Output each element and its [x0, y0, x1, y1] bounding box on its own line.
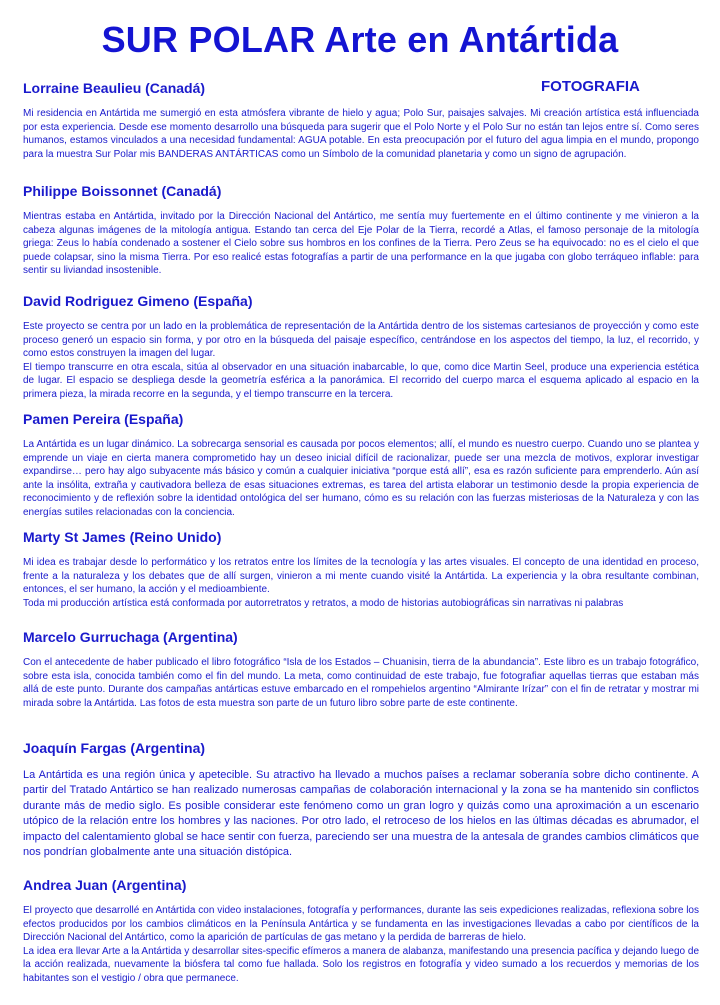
category-label: FOTOGRAFIA	[541, 78, 640, 95]
artist-section-fargas	[23, 739, 699, 860]
artist-statement: Mientras estaba en Antártida, invitado por la Dirección Nacional del Antártico, me sentía muy fuertemente en el último continente y me vinieron a la cabeza algunas imágenes de la mitología antigua. Estando tan cerca del Eje Polar de la Tierra, recordé a Atlas, el famoso personaje de la mitología griega: Zeus lo había condenado a sostener el Cielo sobre sus hombros en los confines de la Tierra. Pero Zeus se ha equivocado: no es el cielo el que puede colapsar, sino la misma Tierra. Por eso realicé estas fotografías a partir de una performance en la que jugaba con globo terráqueo inflable: para sentir su liviandad insostenible.	[23, 211, 699, 277]
artist-name: Andrea Juan (Argentina)	[23, 877, 187, 893]
artist-section-rodriguez-gimeno	[23, 292, 699, 402]
artist-section-st-james	[23, 528, 699, 610]
artist-name: Pamen Pereira (España)	[23, 411, 184, 427]
artist-statement: Mi residencia en Antártida me sumergió en esta atmósfera vibrante de hielo y agua; Polo Sur, paisajes salvajes. Mi creación artística está influenciada por esta experiencia. Desde ese momento desarrollo una búsqueda para sugerir que el Polo Norte y el Polo Sur no están tan lejos entre sí. Como seres humanos, estamos vinculados a una necesidad fundamental: AGUA potable. En esta preocupación por el futuro del agua limpia en el mundo, propongo para la muestra Sur Polar mis BANDERAS ANTÁRTICAS como un Símbolo de la comunidad planetaria y como un signo de agrupación.	[23, 108, 699, 160]
page-title: SUR POLAR Arte en Antártida	[101, 19, 619, 60]
artist-name: Philippe Boissonnet (Canadá)	[23, 183, 222, 199]
artist-section-juan	[23, 876, 699, 986]
artist-statement: Mi idea es trabajar desde lo performático y los retratos entre los límites de la tecnología y las artes visuales. El concepto de una identidad en proceso, frente a la naturaleza y los debates que de allí surgen, vinieron a mi mente cuando visité la Antártida. La experiencia y la obra resultante combinan, entonces, el ser humano, la acción y el medioambiente.	[23, 557, 699, 596]
artist-statement: El proyecto que desarrollé en Antártida con video instalaciones, fotografía y performances, durante las seis expediciones realizadas, reflexiona sobre los efectos producidos por los cambios climáticos en la Península Antártica y se fundamenta en las investigaciones llevadas a cabo por científicos de la Dirección Nacional del Antártico, como la aparición de partículas de gas metano y la perdida de barreras de hielo.	[23, 905, 699, 944]
artist-statement: Toda mi producción artística está conformada por autorretratos y retratos, a modo de historias autobiográficas sin narrativas ni palabras	[23, 597, 624, 609]
artist-name: Marty St James (Reino Unido)	[23, 529, 222, 545]
artist-name: David Rodriguez Gimeno (España)	[23, 293, 253, 309]
artist-statement: Con el antecedente de haber publicado el libro fotográfico “Isla de los Estados – Chuanisin, tierra de la abundancia”. Este libro es un trabajo fotográfico, sobre esta isla, conocida también como el fin del mundo. La meta, como continuidad de este trabajo, fue fotografiar aquellas tierras que estaban más allá de este punto. Durante dos campañas antárticas estuve embarcado en el rompehielos argentino “Almirante Irízar” con el fin de retratar y mostrar mi mirada sobre la Antártida. Las fotos de esta muestra son parte de un futuro libro sobre parte de este continente.	[23, 657, 699, 709]
artist-statement: El tiempo transcurre en otra escala, sitúa al observador en una situación inabarcable, lo que, como dice Martin Seel, produce una experiencia estética de lugar. El espacio se despliega desde la geometría esférica a la panorámica. El recorrido del cuerpo marca el esquema aplicado al espacio en la primera pieza, la mirada recorre en la segunda, y el tiempo transcurre en la tercera.	[23, 361, 699, 400]
artist-statement: La Antártida es un lugar dinámico. La sobrecarga sensorial es causada por pocos elementos; allí, el mundo es nuestro cuerpo. Cuando uno se plantea y emprende un viaje en cierta manera comprometido hay un deseo inicial difícil de racionalizar, puede ser una mezcla de motivos, explorar investigar expandirse… pero hay algo subyacente más básico y común a cualquier iniciativa “porque está allí”, esa es razón suficiente para emprenderlo. Aún así ante la insólita, extraña y cautivadora belleza de esas situaciones extremas, es tarea del artista elaborar un testimonio desde la propia experiencia de reconocimiento y de reflexión sobre la identidad ontológica del ser humano, cómo es su relación con las fuerzas misteriosas de la Naturaleza y con las energías sutiles relacionadas con la conciencia.	[23, 439, 699, 518]
artist-statement: La idea era llevar Arte a la Antártida y desarrollar sites-specific efímeros a manera de alabanza, manifestando una presencia pacífica y dejando luego de la acción realizada, nuevamente la biósfera tal como fue hallada. Solo los registros en fotografía y video sumado a los recuerdos y memorias de los habitantes son el vestigio / obra que permanece.	[23, 945, 699, 984]
artist-name: Lorraine Beaulieu (Canadá)	[23, 80, 206, 96]
artist-section-gurruchaga	[23, 628, 699, 710]
artist-statement: La Antártida es una región única y apetecible. Su atractivo ha llevado a muchos países a reclamar soberanía sobre dicho continente. A partir del Tratado Antártico se han realizado numerosas campañas de colaboración internacional y la zona se ha mantenido sin conflictos durante más de medio siglo. Es posible considerar este fenómeno como un gran logro y quizás como una aproximación a un escenario utópico de la relación entre los hombres y las naciones. Por otro lado, el retroceso de los hielos en las últimas décadas es abrumador, el impacto del calentamiento global se hace sentir con fuerza, pareciendo ser una muestra de la antesala de grandes cambios climáticos que nos pondrían globalmente ante una situación distópica.	[23, 769, 699, 859]
artist-section-beaulieu	[23, 79, 699, 161]
artist-name: Marcelo Gurruchaga (Argentina)	[23, 629, 238, 645]
artist-section-boissonnet	[23, 182, 699, 278]
artist-name: Joaquín Fargas (Argentina)	[23, 740, 206, 756]
artist-statement: Este proyecto se centra por un lado en la problemática de representación de la Antártida dentro de los sistemas cartesianos de proyección y como este proceso generó un espacio sin forma, y por otro en la búsqueda del paisaje específico, centrándose en los aspectos del tiempo, la luz, el recorrido, y como estos construyen la imagen del lugar.	[23, 321, 699, 360]
artist-section-pereira	[23, 410, 699, 520]
